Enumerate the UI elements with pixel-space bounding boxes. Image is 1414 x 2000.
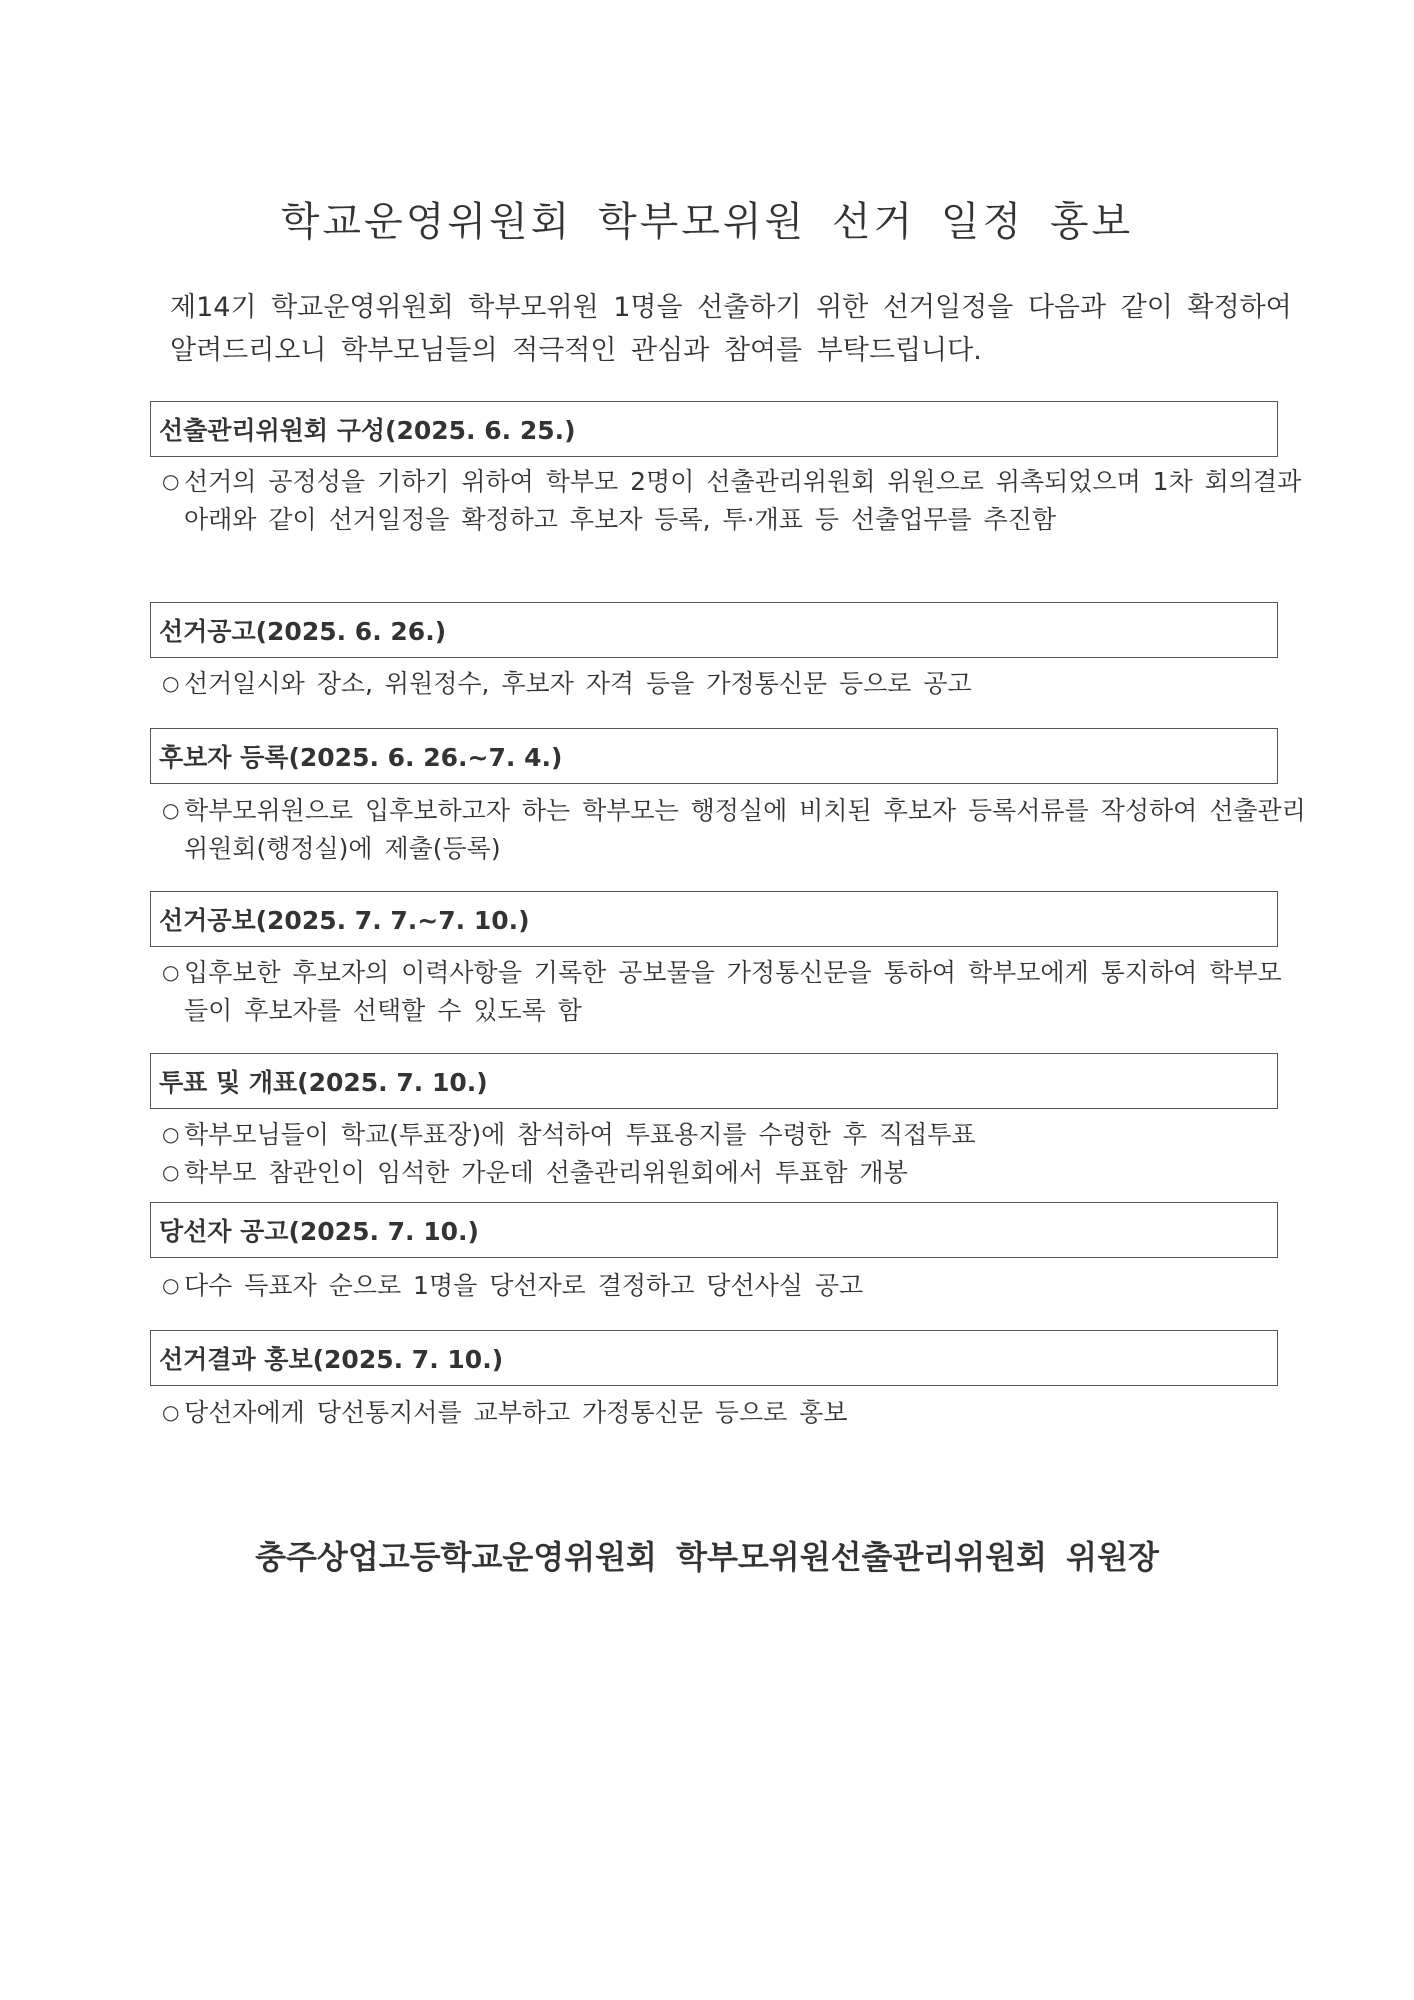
document-title: 학교운영위원회 학부모위원 선거 일정 홍보 bbox=[280, 199, 1134, 245]
section-item: ○ 학부모위원으로 입후보하고자 하는 학부모는 행정실에 비치된 후보자 등록서류를 작성하여 선출관리 위원회(행정실)에 제출(등록) bbox=[162, 791, 1302, 868]
bullet-circle-icon: ○ bbox=[162, 469, 180, 493]
section-heading-election-bulletin: 선거공보(2025. 7. 7.~7. 10.) bbox=[150, 891, 1278, 947]
section-heading-result-promotion: 선거결과 홍보(2025. 7. 10.) bbox=[150, 1330, 1278, 1386]
footer-signature-line: 충주상업고등학교운영위원회 학부모위원선출관리위원회 위원장 bbox=[255, 1538, 1159, 1576]
section-item: ○ 학부모 참관인이 임석한 가운데 선출관리위원회에서 투표함 개봉 bbox=[162, 1153, 1302, 1192]
section-item: ○ 학부모님들이 학교(투표장)에 참석하여 투표용지를 수령한 후 직접투표 bbox=[162, 1115, 1302, 1154]
section-heading-election-notice: 선거공고(2025. 6. 26.) bbox=[150, 602, 1278, 658]
bullet-circle-icon: ○ bbox=[162, 1400, 180, 1424]
section-heading-voting-counting: 투표 및 개표(2025. 7. 10.) bbox=[150, 1053, 1278, 1109]
section-item: ○ 당선자에게 당선통지서를 교부하고 가정통신문 등으로 홍보 bbox=[162, 1393, 1302, 1432]
intro-paragraph bbox=[170, 286, 1290, 372]
bullet-circle-icon: ○ bbox=[162, 798, 180, 822]
section-item: ○ 선거일시와 장소, 위원정수, 후보자 자격 등을 가정통신문 등으로 공고 bbox=[162, 664, 1302, 703]
section-heading-candidate-registration: 후보자 등록(2025. 6. 26.~7. 4.) bbox=[150, 728, 1278, 784]
bullet-circle-icon: ○ bbox=[162, 960, 180, 984]
section-heading-election-committee: 선출관리위원회 구성(2025. 6. 25.) bbox=[150, 401, 1278, 457]
bullet-circle-icon: ○ bbox=[162, 1160, 180, 1184]
section-item: ○ 입후보한 후보자의 이력사항을 기록한 공보물을 가정통신문을 통하여 학부모에게 통지하여 학부모 들이 후보자를 선택할 수 있도록 함 bbox=[162, 953, 1302, 1030]
bullet-circle-icon: ○ bbox=[162, 1122, 180, 1146]
intro-line: 제14기 학교운영위원회 학부모위원 1명을 선출하기 위한 선거일정을 다음과 같이 확정하여 bbox=[170, 292, 1292, 323]
intro-line: 알려드리오니 학부모님들의 적극적인 관심과 참여를 부탁드립니다. bbox=[170, 335, 982, 366]
bullet-circle-icon: ○ bbox=[162, 1273, 180, 1297]
bullet-circle-icon: ○ bbox=[162, 671, 180, 695]
section-item: ○ 다수 득표자 순으로 1명을 당선자로 결정하고 당선사실 공고 bbox=[162, 1266, 1302, 1305]
section-heading-winner-notice: 당선자 공고(2025. 7. 10.) bbox=[150, 1202, 1278, 1258]
section-item: ○ 선거의 공정성을 기하기 위하여 학부모 2명이 선출관리위원회 위원으로 위촉되었으며 1차 회의결과 아래와 같이 선거일정을 확정하고 후보자 등록, 투·개표 등 선출업무를 추진함 bbox=[162, 462, 1302, 539]
